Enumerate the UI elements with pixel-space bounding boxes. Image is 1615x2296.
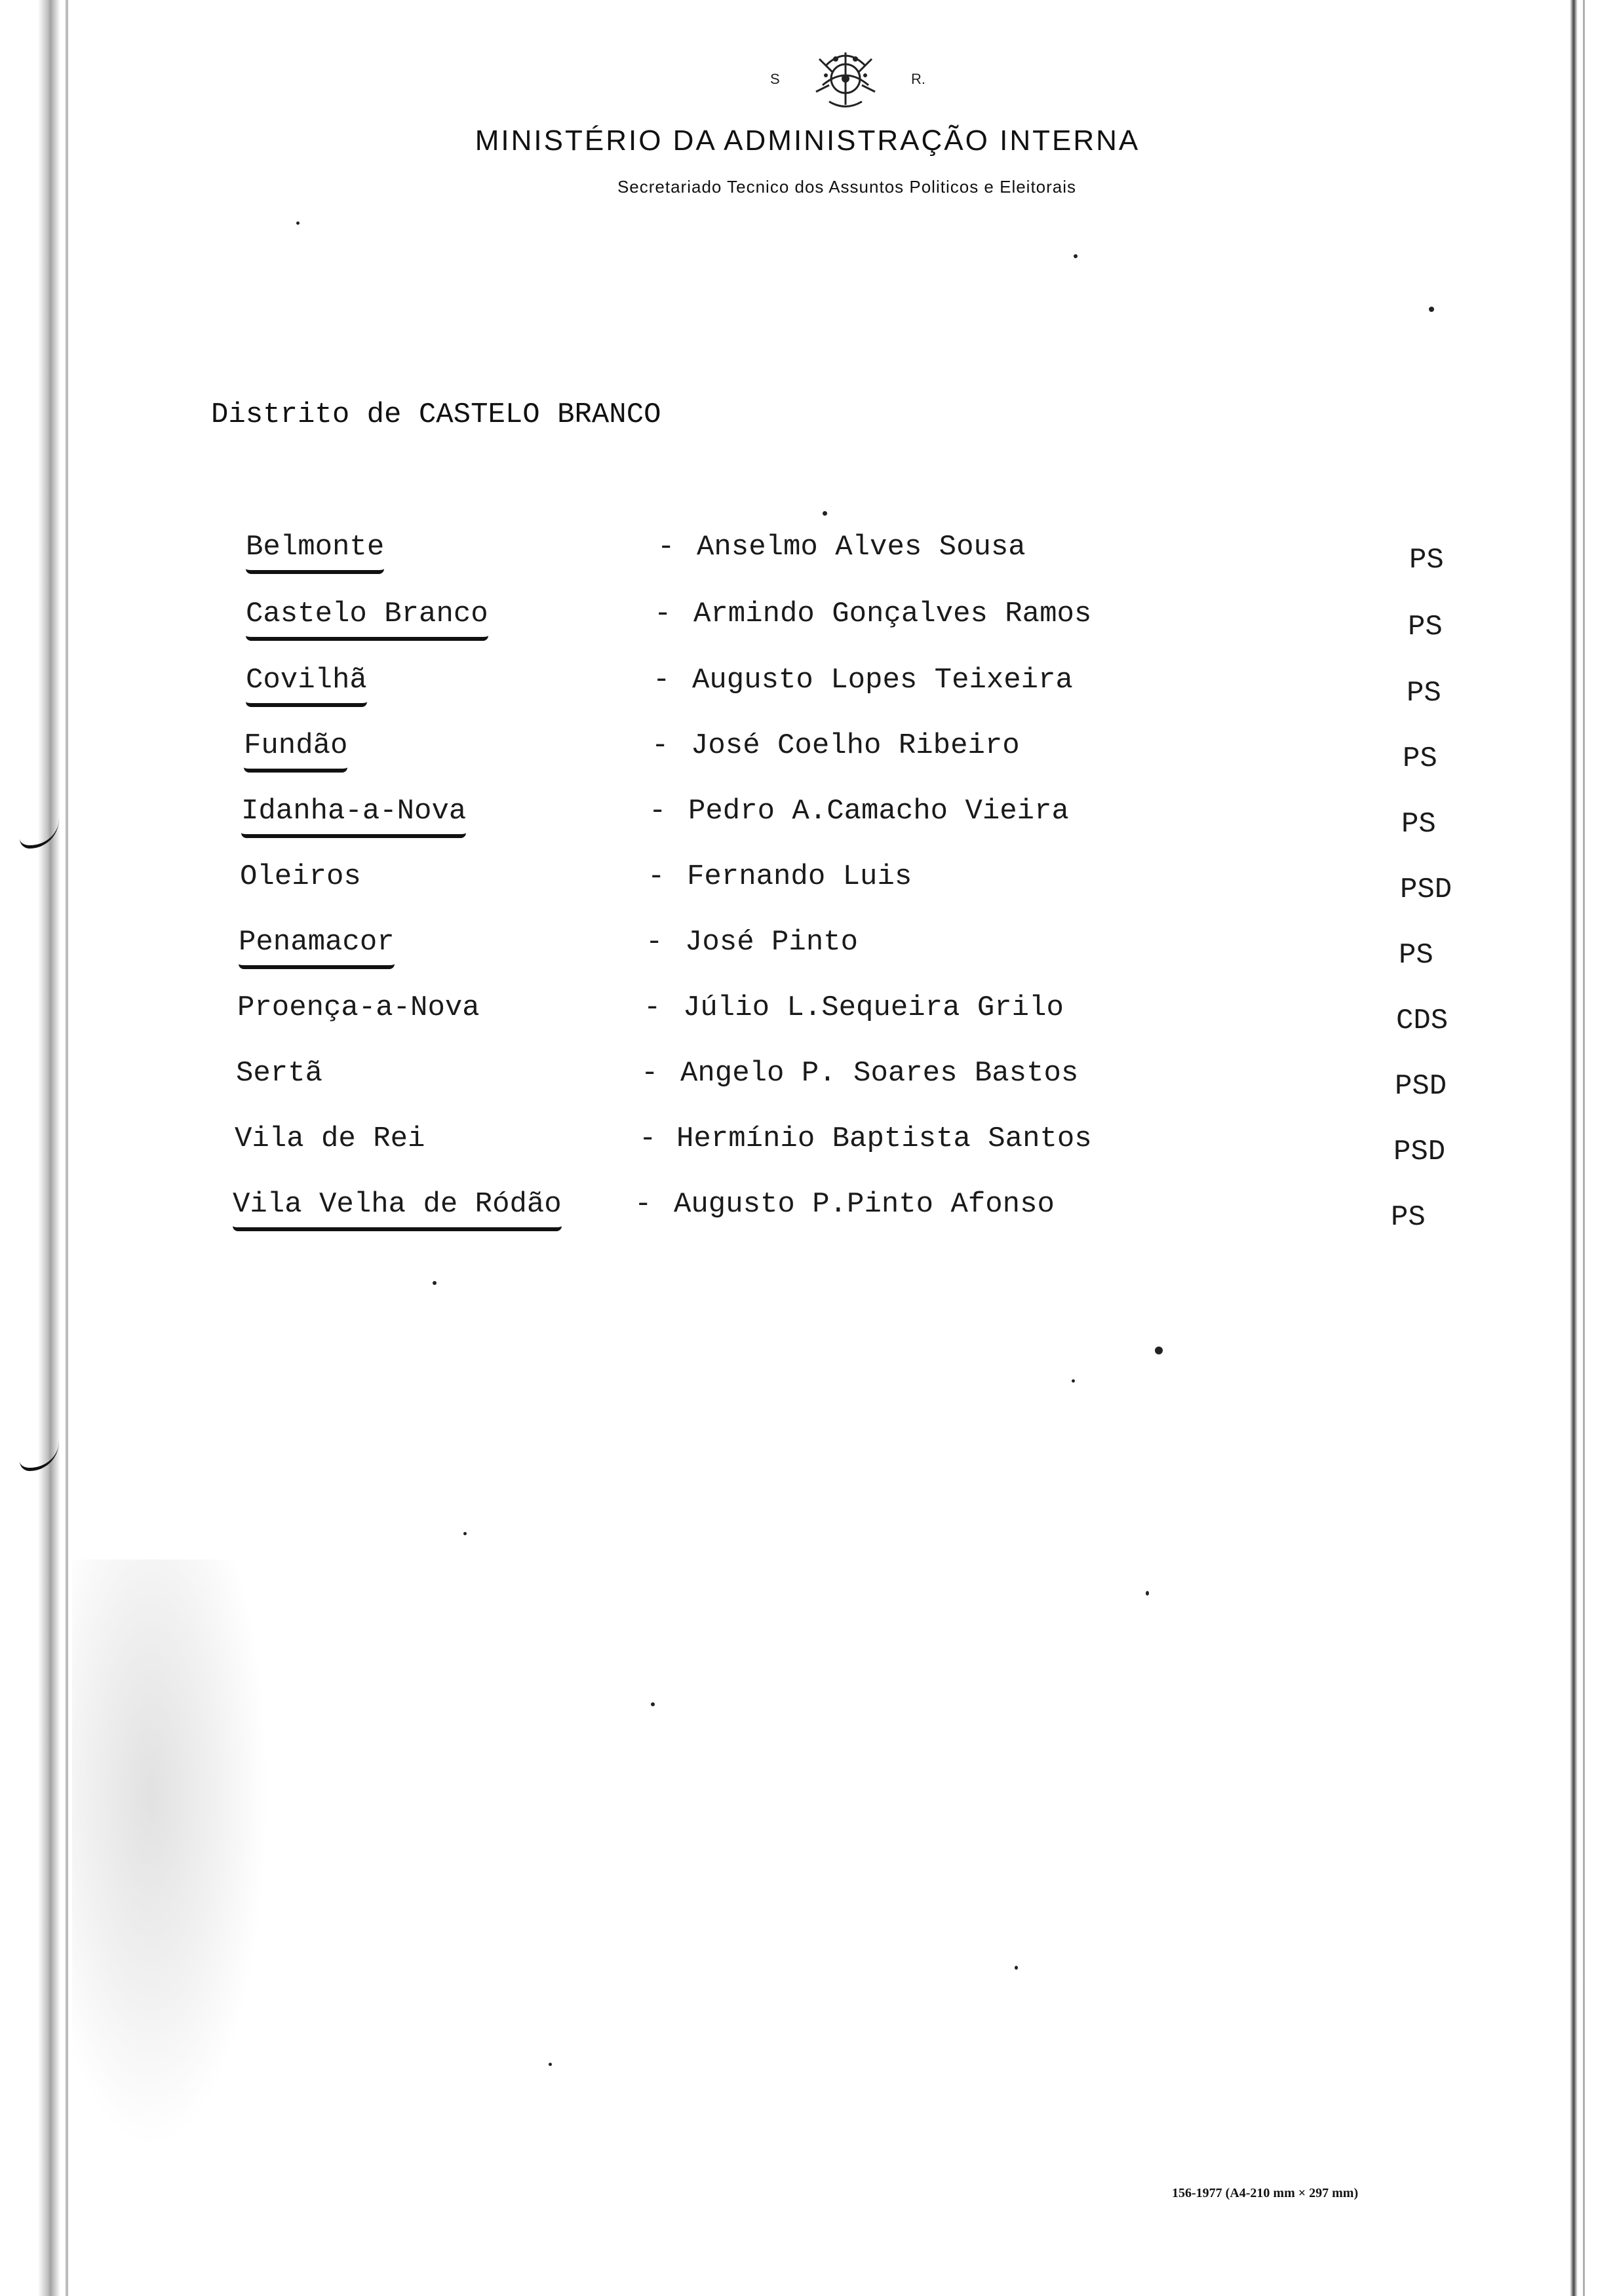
list-item xyxy=(0,531,1444,577)
municipality-name: Covilhã xyxy=(246,664,367,707)
scan-speck xyxy=(1074,254,1078,258)
list-item xyxy=(0,729,1437,775)
separator-dash: - xyxy=(644,991,661,1024)
municipality-name: Proença-a-Nova xyxy=(237,991,480,1024)
coat-of-arms-icon xyxy=(806,39,885,118)
mayor-name: Fernando Luis xyxy=(687,860,912,893)
municipality-name: Belmonte xyxy=(246,531,384,574)
party-label: PS xyxy=(1399,939,1433,972)
list-item xyxy=(0,664,1441,710)
mayor-name: Anselmo Alves Sousa xyxy=(697,531,1026,564)
municipality-name: Oleiros xyxy=(240,860,361,893)
mayor-name: Armindo Gonçalves Ramos xyxy=(693,598,1092,630)
party-label: PS xyxy=(1409,544,1444,577)
mayor-name: Hermínio Baptista Santos xyxy=(676,1122,1092,1155)
scan-smudge xyxy=(72,1559,269,2149)
scan-speck xyxy=(651,1702,655,1706)
district-title: Distrito de CASTELO BRANCO xyxy=(211,398,661,431)
scan-speck xyxy=(463,1532,467,1535)
party-label: PSD xyxy=(1400,873,1452,906)
mayor-name: Augusto Lopes Teixeira xyxy=(692,664,1073,697)
scan-speck xyxy=(1015,1966,1018,1970)
separator-dash: - xyxy=(639,1122,657,1155)
scan-speck xyxy=(823,511,827,516)
mayor-name: José Coelho Ribeiro xyxy=(691,729,1020,762)
party-label: PS xyxy=(1401,808,1436,841)
scan-speck xyxy=(1429,307,1434,312)
scan-edge-right-line xyxy=(1583,0,1585,2296)
emblem-letter-r: R. xyxy=(911,71,925,87)
scan-speck xyxy=(549,2063,552,2066)
list-item xyxy=(0,795,1436,841)
scan-speck xyxy=(433,1281,437,1285)
mayor-name: Angelo P. Soares Bastos xyxy=(680,1057,1079,1090)
scan-speck xyxy=(1146,1591,1149,1596)
mayor-name: Augusto P.Pinto Afonso xyxy=(674,1188,1055,1221)
list-item xyxy=(0,860,1452,906)
party-label: PS xyxy=(1391,1201,1426,1234)
municipality-name: Vila Velha de Ródão xyxy=(233,1188,562,1231)
party-label: PS xyxy=(1408,611,1443,643)
separator-dash: - xyxy=(652,729,669,762)
emblem-row xyxy=(770,39,925,118)
municipality-name: Penamacor xyxy=(239,926,395,969)
party-label: CDS xyxy=(1396,1004,1449,1037)
party-label: PS xyxy=(1407,677,1441,710)
scan-edge-right xyxy=(1570,0,1578,2296)
list-item xyxy=(0,1188,1426,1234)
list-item xyxy=(0,1122,1446,1168)
ministry-title: MINISTÉRIO DA ADMINISTRAÇÃO INTERNA xyxy=(475,124,1140,157)
separator-dash: - xyxy=(634,1188,652,1221)
scan-speck xyxy=(1155,1347,1163,1354)
separator-dash: - xyxy=(646,926,663,959)
municipality-name: Castelo Branco xyxy=(246,598,488,641)
scan-speck xyxy=(296,221,300,225)
list-item xyxy=(0,926,1433,972)
municipality-name: Vila de Rei xyxy=(235,1122,425,1155)
separator-dash: - xyxy=(649,795,667,828)
separator-dash: - xyxy=(648,860,665,893)
separator-dash: - xyxy=(653,664,671,697)
mayor-name: José Pinto xyxy=(685,926,859,959)
separator-dash: - xyxy=(641,1057,659,1090)
municipality-name: Idanha-a-Nova xyxy=(241,795,466,838)
party-label: PS xyxy=(1403,742,1437,775)
emblem-letter-s: S xyxy=(770,71,780,87)
list-item xyxy=(0,598,1443,643)
secretariat-subtitle: Secretariado Tecnico dos Assuntos Politicos e Eleitorais xyxy=(617,177,1077,197)
list-item xyxy=(0,991,1449,1037)
separator-dash: - xyxy=(657,531,675,564)
form-print-mark: 156-1977 (A4-210 mm × 297 mm) xyxy=(1172,2186,1359,2200)
separator-dash: - xyxy=(654,598,672,630)
municipality-name: Fundão xyxy=(244,729,347,773)
mayor-name: Pedro A.Camacho Vieira xyxy=(688,795,1069,828)
municipality-name: Sertã xyxy=(236,1057,323,1090)
party-label: PSD xyxy=(1393,1136,1446,1168)
mayor-name: Júlio L.Sequeira Grilo xyxy=(683,991,1064,1024)
party-label: PSD xyxy=(1395,1070,1447,1103)
scan-speck xyxy=(1072,1379,1075,1383)
list-item xyxy=(0,1057,1447,1103)
